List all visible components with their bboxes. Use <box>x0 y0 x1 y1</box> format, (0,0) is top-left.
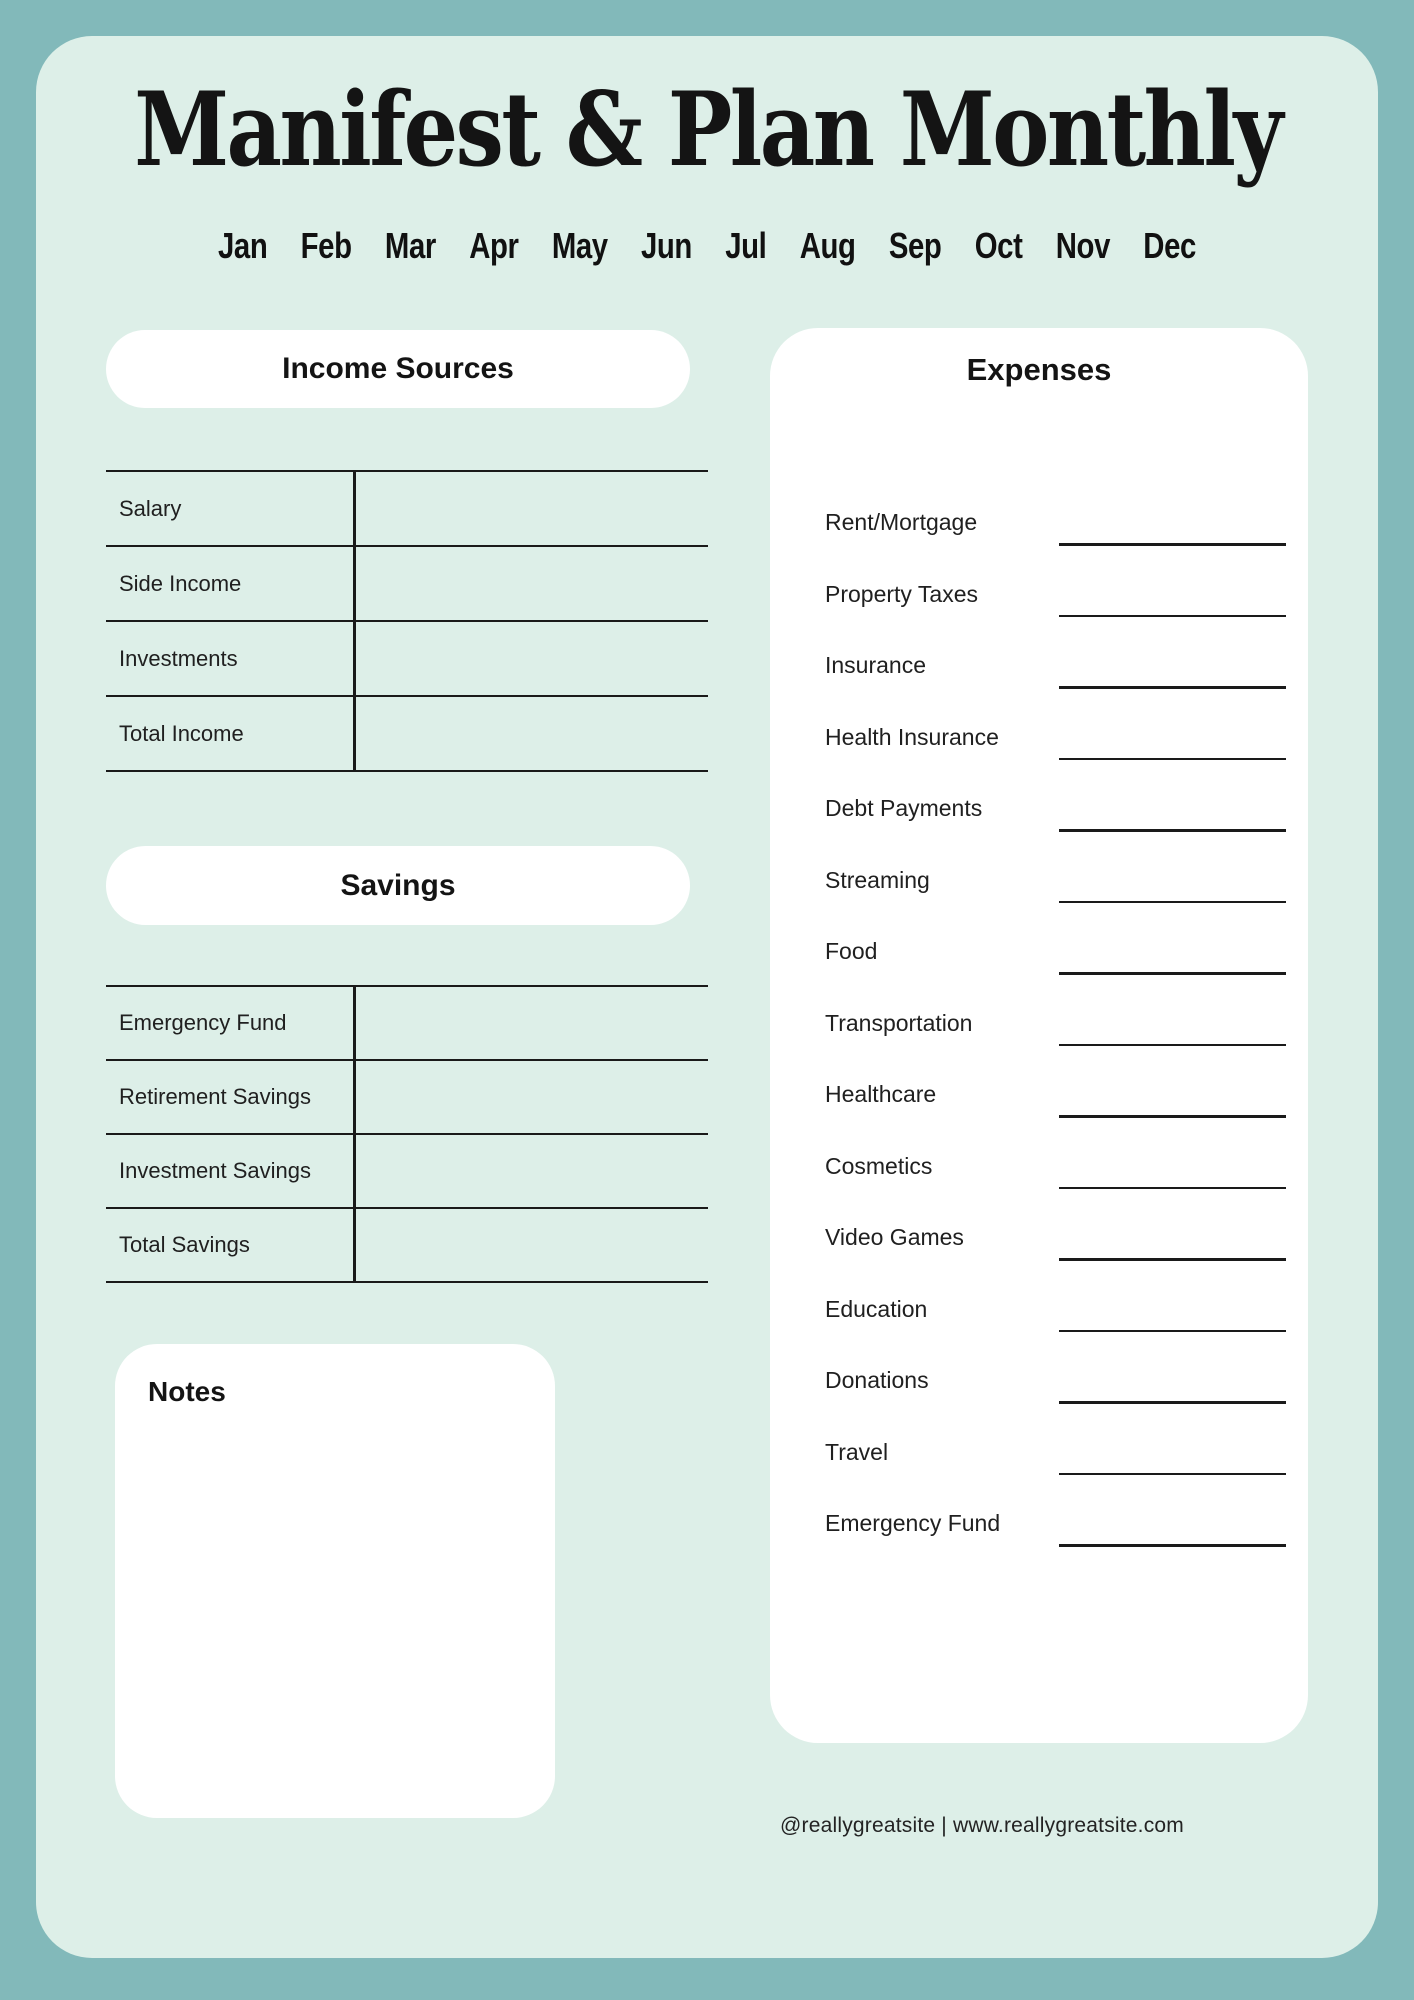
expense-label: Insurance <box>825 652 927 678</box>
expense-label: Donations <box>825 1367 929 1393</box>
row-label: Salary <box>119 495 182 521</box>
savings-header <box>106 846 690 925</box>
row-label: Emergency Fund <box>119 1010 287 1035</box>
row-blank-cell[interactable] <box>356 697 709 770</box>
row-blank-cell[interactable] <box>356 1061 709 1133</box>
page-title <box>0 70 1414 190</box>
row-blank-cell[interactable] <box>356 1135 709 1207</box>
expense-row-video-games <box>825 1202 1286 1273</box>
expense-blank-line[interactable] <box>1059 1544 1286 1547</box>
expense-blank-line[interactable] <box>1059 686 1286 689</box>
expense-row-healthcare <box>825 1059 1286 1130</box>
month-sep[interactable]: Sep <box>888 225 942 266</box>
savings-row-investment-savings <box>106 1135 708 1209</box>
expense-label: Streaming <box>825 866 930 893</box>
row-label: Investments <box>119 645 238 671</box>
expense-row-rent-mortgage <box>825 487 1286 558</box>
expense-blank-line[interactable] <box>1059 1401 1286 1404</box>
row-label: Investment Savings <box>119 1158 311 1183</box>
notes-card <box>115 1344 555 1818</box>
row-label: Total Savings <box>119 1232 250 1257</box>
expense-blank-line[interactable] <box>1059 1330 1286 1333</box>
expense-label: Property Taxes <box>825 580 978 607</box>
income-row-total-income <box>106 697 708 772</box>
notes-heading: Notes <box>148 1376 226 1407</box>
expense-blank-line[interactable] <box>1059 1473 1286 1476</box>
expense-row-cosmetics <box>825 1131 1286 1202</box>
savings-row-retirement-savings <box>106 1061 708 1135</box>
month-oct[interactable]: Oct <box>974 225 1023 266</box>
expense-label: Cosmetics <box>825 1152 933 1179</box>
income-sources-header <box>106 330 690 408</box>
expense-blank-line[interactable] <box>1059 1115 1286 1118</box>
page-title-text: Manifest & Plan Monthly <box>133 70 1281 190</box>
row-label: Total Income <box>119 720 244 746</box>
expense-blank-line[interactable] <box>1059 1258 1286 1261</box>
expense-label: Rent/Mortgage <box>825 509 978 535</box>
expense-blank-line[interactable] <box>1059 1044 1286 1047</box>
expenses-rows <box>770 328 1308 1743</box>
income-row-salary <box>106 472 708 547</box>
savings-row-total-savings <box>106 1209 708 1283</box>
expense-blank-line[interactable] <box>1059 901 1286 904</box>
expenses-card <box>770 328 1308 1743</box>
month-jul[interactable]: Jul <box>725 225 767 266</box>
expense-row-health-insurance <box>825 702 1286 773</box>
month-mar[interactable]: Mar <box>384 225 436 266</box>
expense-row-food <box>825 916 1286 987</box>
row-label: Retirement Savings <box>119 1084 311 1109</box>
row-blank-cell[interactable] <box>356 547 709 620</box>
expense-row-donations <box>825 1345 1286 1416</box>
income-row-investments <box>106 622 708 697</box>
expense-label: Emergency Fund <box>825 1510 1001 1536</box>
savings-table <box>106 985 708 1283</box>
income-table <box>106 470 708 772</box>
expense-row-education <box>825 1274 1286 1345</box>
expense-label: Video Games <box>825 1224 964 1250</box>
expense-blank-line[interactable] <box>1059 829 1286 832</box>
expense-label: Health Insurance <box>825 723 999 750</box>
row-blank-cell[interactable] <box>356 622 709 695</box>
expense-row-emergency-fund <box>825 1488 1286 1559</box>
expense-row-transportation <box>825 988 1286 1059</box>
months-row <box>218 226 1196 266</box>
month-jan[interactable]: Jan <box>218 225 268 266</box>
expense-blank-line[interactable] <box>1059 758 1286 761</box>
expense-row-insurance <box>825 630 1286 701</box>
month-feb[interactable]: Feb <box>300 225 352 266</box>
expense-label: Food <box>825 938 878 964</box>
expense-label: Transportation <box>825 1009 973 1036</box>
row-blank-cell[interactable] <box>356 987 709 1059</box>
expense-label: Healthcare <box>825 1081 937 1107</box>
footer-credit: @reallygreatsite | www.reallygreatsite.com <box>780 1814 1184 1837</box>
notes-blank-area[interactable] <box>135 1424 535 1798</box>
month-nov[interactable]: Nov <box>1055 225 1110 266</box>
row-label: Side Income <box>119 570 242 596</box>
income-row-side-income <box>106 547 708 622</box>
month-may[interactable]: May <box>551 225 608 266</box>
expense-row-property-taxes <box>825 559 1286 630</box>
expense-row-travel <box>825 1417 1286 1488</box>
expense-row-debt-payments <box>825 773 1286 844</box>
month-aug[interactable]: Aug <box>799 225 856 266</box>
expense-label: Education <box>825 1295 928 1322</box>
month-dec[interactable]: Dec <box>1143 225 1196 266</box>
row-blank-cell[interactable] <box>356 472 709 545</box>
month-apr[interactable]: Apr <box>469 225 519 266</box>
expense-label: Debt Payments <box>825 795 983 821</box>
expenses-heading: Expenses <box>966 352 1112 387</box>
expense-blank-line[interactable] <box>1059 615 1286 618</box>
savings-row-emergency-fund <box>106 987 708 1061</box>
row-blank-cell[interactable] <box>356 1209 709 1281</box>
savings-heading: Savings <box>340 868 456 902</box>
expense-blank-line[interactable] <box>1059 972 1286 975</box>
month-jun[interactable]: Jun <box>640 225 692 266</box>
expense-blank-line[interactable] <box>1059 543 1286 546</box>
expense-label: Travel <box>825 1438 889 1465</box>
expense-blank-line[interactable] <box>1059 1187 1286 1190</box>
income-sources-heading: Income Sources <box>282 352 514 385</box>
expense-row-streaming <box>825 845 1286 916</box>
